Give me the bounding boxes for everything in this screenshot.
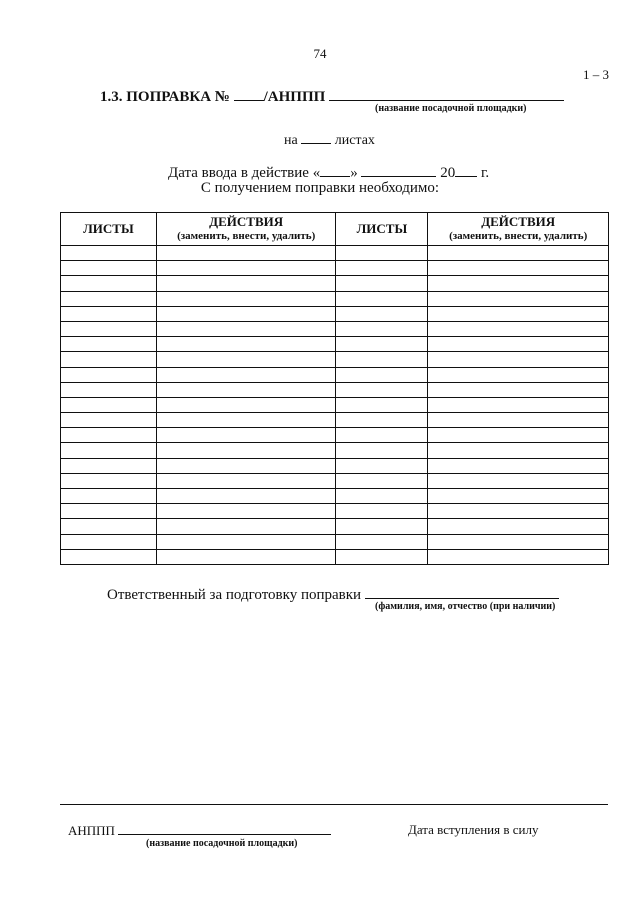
table-cell[interactable] [61, 306, 157, 321]
table-header-row [61, 213, 609, 246]
table-row [61, 428, 609, 443]
table-cell[interactable] [336, 261, 428, 276]
table-cell[interactable] [336, 519, 428, 534]
table-cell[interactable] [428, 519, 609, 534]
page-code: 1 – 3 [583, 67, 609, 82]
table-cell[interactable] [156, 291, 336, 306]
column-sheets-2: ЛИСТЫ [336, 213, 428, 246]
date-year-field[interactable] [455, 162, 477, 177]
table-cell[interactable] [428, 458, 609, 473]
table-cell[interactable] [61, 397, 157, 412]
responsible-hint: (фамилия, имя, отчество (при наличии) [375, 601, 556, 612]
table-row [61, 246, 609, 261]
table-body [61, 246, 609, 565]
sheets-line [284, 129, 375, 149]
table-row [61, 261, 609, 276]
date-year: 20 [440, 165, 456, 181]
title-suffix: /АНППП [263, 89, 326, 105]
table-row [61, 549, 609, 564]
table-row [61, 413, 609, 428]
table-row [61, 519, 609, 534]
table-cell[interactable] [61, 337, 157, 352]
date-middle: » [350, 165, 358, 181]
table-cell[interactable] [428, 397, 609, 412]
table-cell[interactable] [336, 489, 428, 504]
footer-site-hint: (название посадочной площадки) [146, 838, 298, 849]
table-row [61, 352, 609, 367]
table-cell[interactable] [61, 458, 157, 473]
table-cell[interactable] [61, 246, 157, 261]
footer-site-field[interactable] [118, 822, 331, 835]
table-row [61, 504, 609, 519]
table-cell[interactable] [61, 549, 157, 564]
table-cell[interactable] [428, 276, 609, 291]
table-cell[interactable] [156, 413, 336, 428]
table-row [61, 276, 609, 291]
table-cell[interactable] [61, 489, 157, 504]
table-cell[interactable] [61, 276, 157, 291]
table-cell[interactable] [428, 337, 609, 352]
table-cell[interactable] [336, 397, 428, 412]
table-cell[interactable] [336, 321, 428, 336]
table-cell[interactable] [156, 458, 336, 473]
footer-divider [60, 804, 608, 805]
table-cell[interactable] [156, 397, 336, 412]
sheets-suffix: листах [334, 133, 375, 148]
table-cell[interactable] [156, 428, 336, 443]
table-cell[interactable] [336, 352, 428, 367]
table-cell[interactable] [336, 534, 428, 549]
table-cell[interactable] [156, 246, 336, 261]
table-cell[interactable] [156, 337, 336, 352]
column-actions-2: ДЕЙСТВИЯ (заменить, внести, удалить) [428, 213, 609, 246]
table-cell[interactable] [428, 534, 609, 549]
responsible-name-field[interactable] [365, 584, 559, 599]
table-cell[interactable] [428, 291, 609, 306]
table-cell[interactable] [156, 276, 336, 291]
title-prefix: 1.3. ПОПРАВКА № [100, 89, 230, 105]
table-cell[interactable] [61, 519, 157, 534]
table-cell[interactable] [156, 443, 336, 458]
table-cell[interactable] [336, 443, 428, 458]
table-row [61, 382, 609, 397]
table-cell[interactable] [336, 549, 428, 564]
footer-effective-date-label: Дата вступления в силу [408, 822, 539, 837]
table-row [61, 291, 609, 306]
table-cell[interactable] [156, 367, 336, 382]
site-name-field[interactable] [329, 86, 564, 101]
footer-site [68, 822, 331, 839]
table-cell[interactable] [61, 443, 157, 458]
table-cell[interactable] [428, 367, 609, 382]
table-cell[interactable] [336, 382, 428, 397]
table-cell[interactable] [428, 549, 609, 564]
table-cell[interactable] [156, 321, 336, 336]
table-cell[interactable] [156, 382, 336, 397]
table-cell[interactable] [336, 276, 428, 291]
table-cell[interactable] [61, 534, 157, 549]
table-cell[interactable] [336, 473, 428, 488]
page-number: 74 [313, 46, 327, 61]
table-row [61, 397, 609, 412]
table-cell[interactable] [156, 549, 336, 564]
table-cell[interactable] [428, 382, 609, 397]
table-row [61, 337, 609, 352]
table-cell[interactable] [336, 367, 428, 382]
sheets-prefix: на [284, 133, 298, 148]
table-cell[interactable] [61, 367, 157, 382]
table-cell[interactable] [428, 489, 609, 504]
table-cell[interactable] [156, 489, 336, 504]
table-cell[interactable] [156, 352, 336, 367]
table-cell[interactable] [156, 306, 336, 321]
table-row [61, 458, 609, 473]
table-cell[interactable] [336, 246, 428, 261]
table-cell[interactable] [428, 261, 609, 276]
table-cell[interactable] [156, 519, 336, 534]
date-year-suffix: г. [480, 165, 490, 181]
table-cell[interactable] [428, 504, 609, 519]
table-cell[interactable] [336, 458, 428, 473]
table-cell[interactable] [61, 261, 157, 276]
table-cell[interactable] [61, 428, 157, 443]
table-row [61, 367, 609, 382]
sheets-count-field[interactable] [301, 129, 331, 144]
table-cell[interactable] [428, 473, 609, 488]
table-cell[interactable] [428, 246, 609, 261]
table-cell[interactable] [156, 473, 336, 488]
table-row [61, 489, 609, 504]
date-line [168, 162, 489, 182]
table-cell[interactable] [428, 413, 609, 428]
table-cell[interactable] [428, 443, 609, 458]
table-row [61, 443, 609, 458]
table-cell[interactable] [428, 321, 609, 336]
table-cell[interactable] [336, 413, 428, 428]
table-cell[interactable] [61, 473, 157, 488]
table-cell[interactable] [336, 306, 428, 321]
table-cell[interactable] [156, 504, 336, 519]
table-cell[interactable] [61, 504, 157, 519]
footer-site-label: АНППП [68, 823, 115, 838]
needed-text: С получением поправки необходимо: [200, 180, 440, 196]
site-hint: (название посадочной площадки) [375, 103, 527, 114]
table-cell[interactable] [61, 291, 157, 306]
table-cell[interactable] [428, 306, 609, 321]
date-month-field[interactable] [361, 162, 436, 177]
responsible-label: Ответственный за подготовку поправки [107, 587, 362, 603]
table-cell[interactable] [61, 382, 157, 397]
date-prefix: Дата ввода в действие « [168, 165, 321, 181]
table-cell[interactable] [336, 504, 428, 519]
table-row [61, 534, 609, 549]
date-day-field[interactable] [320, 162, 350, 177]
table-cell[interactable] [336, 337, 428, 352]
column-actions-1: ДЕЙСТВИЯ (заменить, внести, удалить) [156, 213, 336, 246]
table-row [61, 306, 609, 321]
table-row [61, 321, 609, 336]
table-cell[interactable] [156, 261, 336, 276]
table-cell[interactable] [336, 428, 428, 443]
amendment-number-field[interactable] [234, 86, 264, 101]
column-sheets-1: ЛИСТЫ [61, 213, 157, 246]
table-cell[interactable] [61, 352, 157, 367]
table-cell[interactable] [61, 321, 157, 336]
table-cell[interactable] [336, 291, 428, 306]
table-cell[interactable] [156, 534, 336, 549]
amendment-table [60, 212, 609, 565]
table-cell[interactable] [61, 413, 157, 428]
table-cell[interactable] [428, 428, 609, 443]
table-cell[interactable] [428, 352, 609, 367]
table-row [61, 473, 609, 488]
